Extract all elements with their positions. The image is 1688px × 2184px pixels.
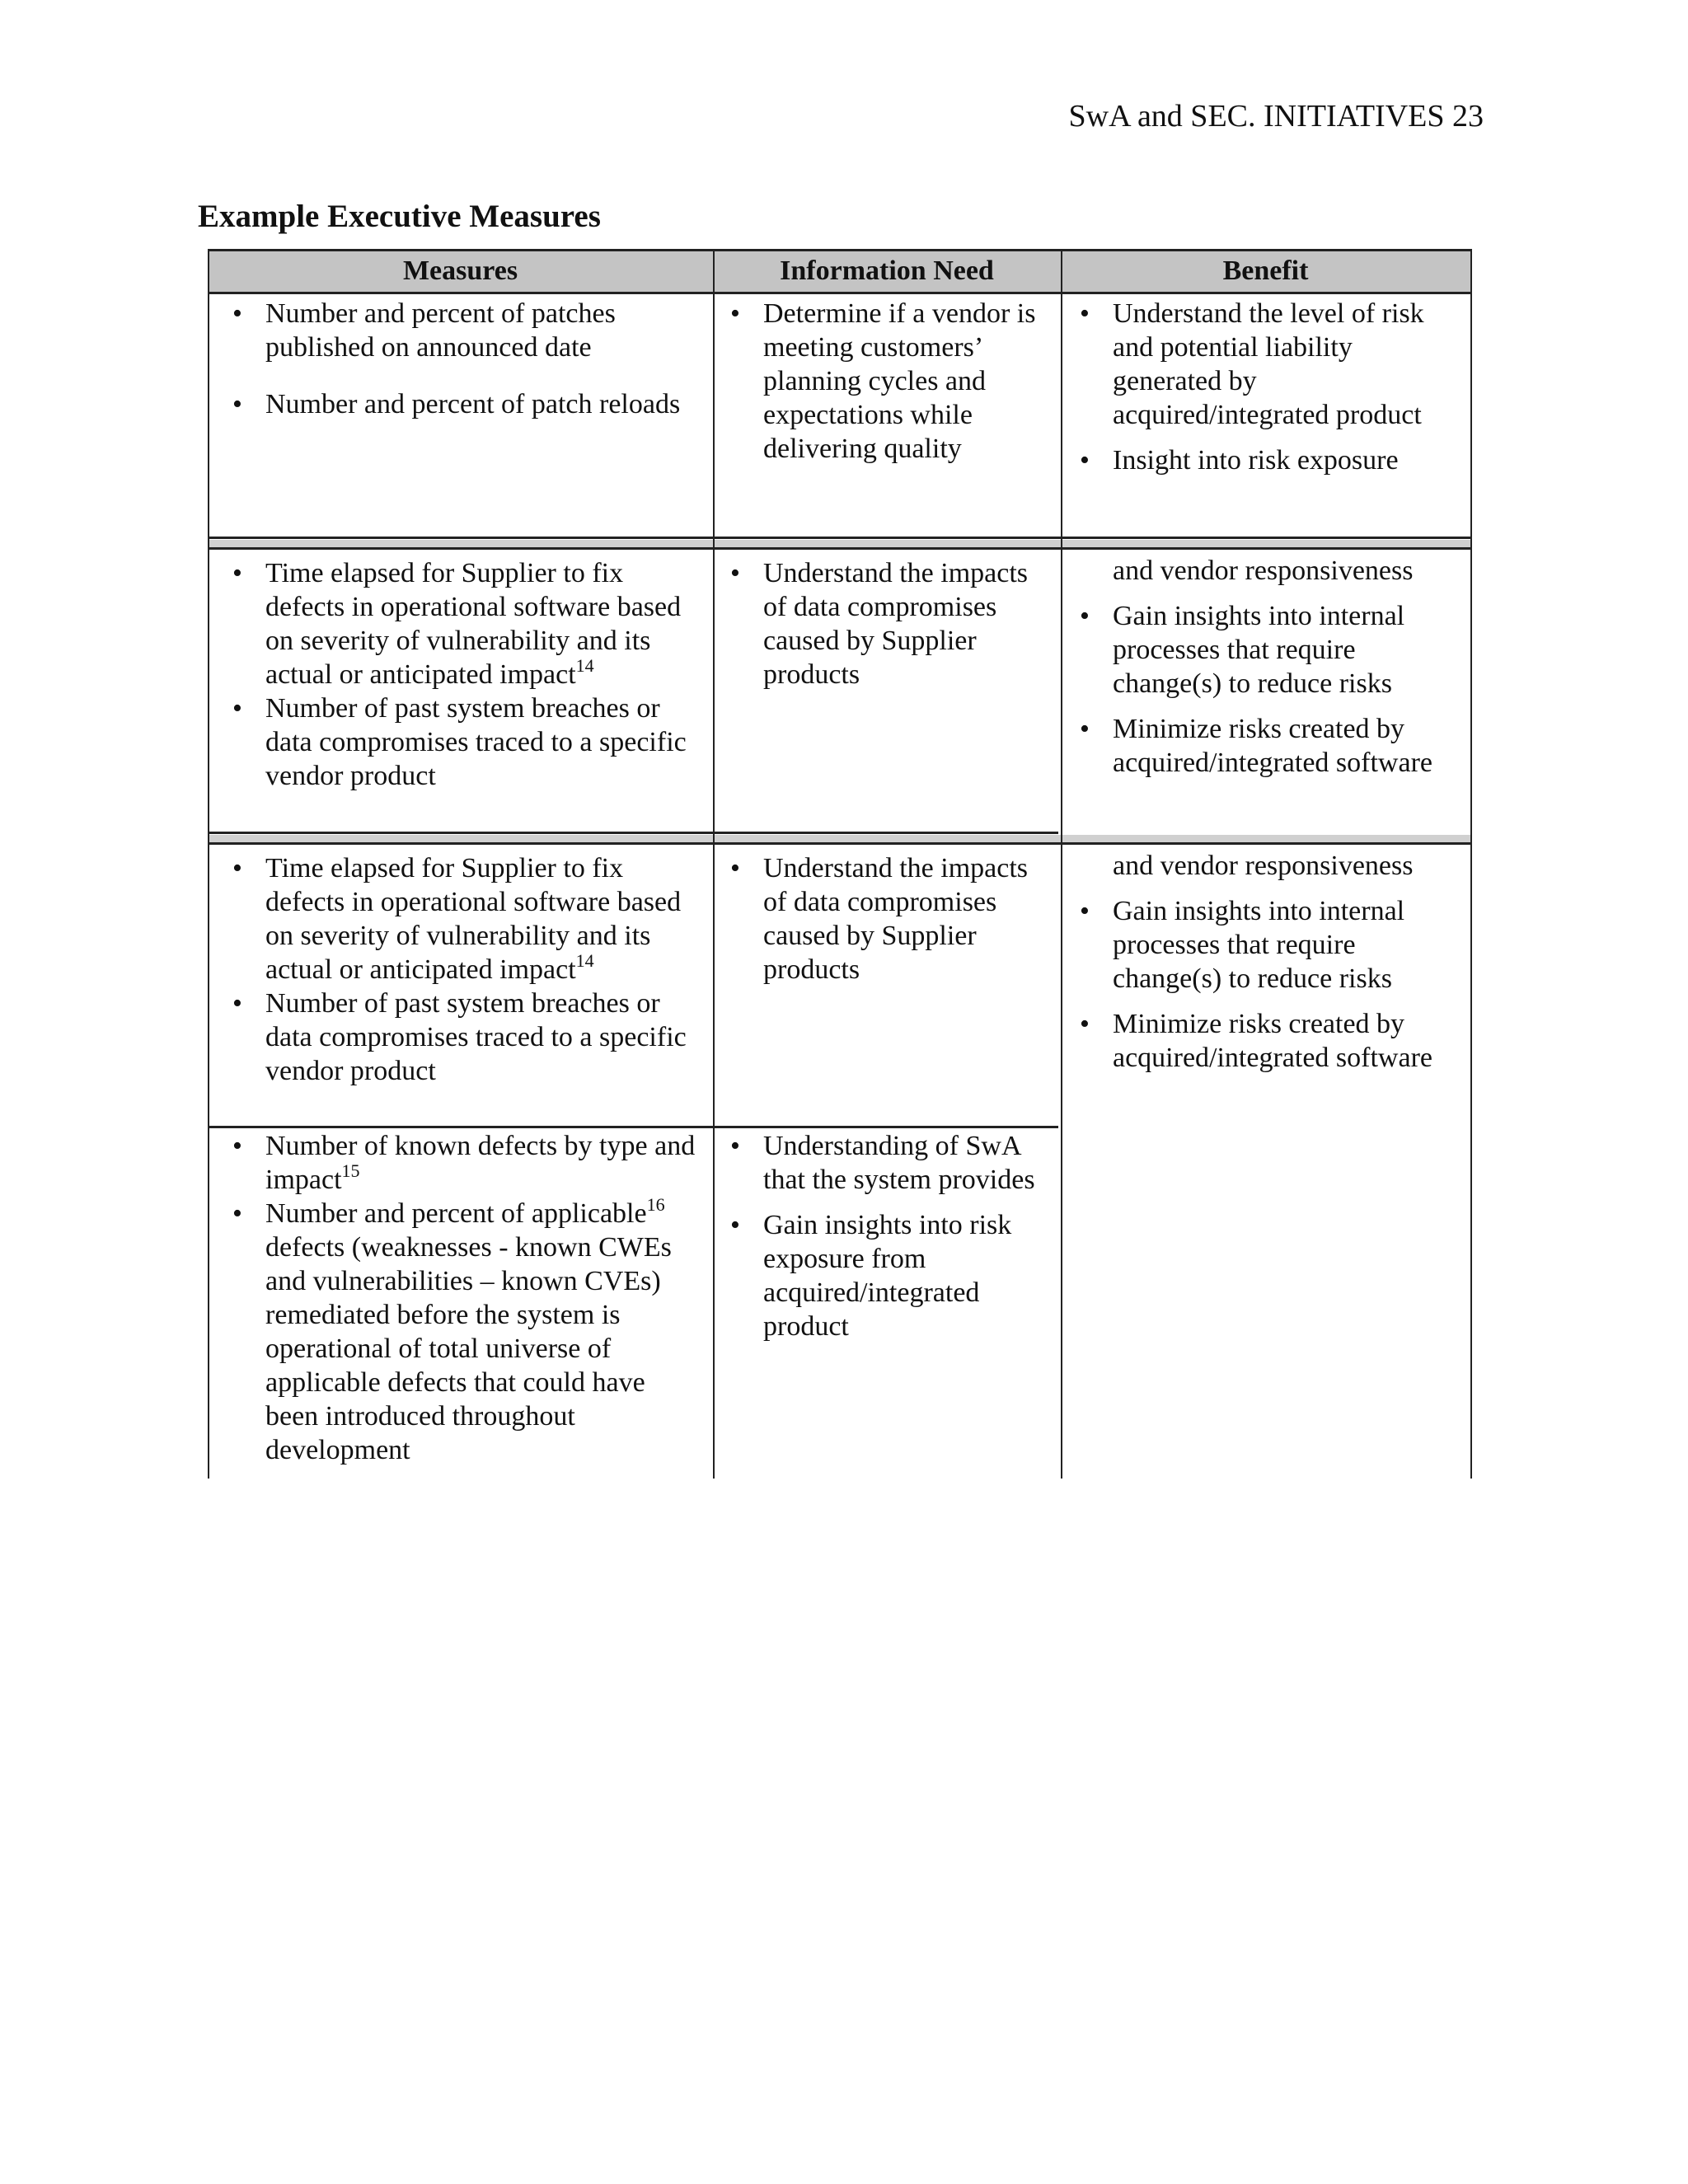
list-item: • Gain insights into internal processes that require change(s) to reduce risks [1078, 894, 1465, 996]
list-item: • Understand the impacts of data compromises caused by Supplier products [729, 851, 1050, 987]
list-item: • Minimize risks created by acquired/integrated software [1078, 712, 1465, 780]
row3-information-need [729, 851, 1050, 987]
table-rule [208, 832, 1058, 834]
row1-information-need [729, 297, 1050, 466]
table-rule [208, 1126, 1058, 1128]
list-item: • Number of past system breaches or data compromises traced to a specific vendor product [231, 987, 701, 1088]
list-item: • Number and percent of patches published on announced date [231, 297, 692, 364]
list-item: • Number of past system breaches or data compromises traced to a specific vendor product [231, 691, 701, 793]
row4-measures [231, 1129, 701, 1467]
table-rule [208, 249, 209, 1479]
table-rule [208, 537, 1472, 539]
list-item: • Time elapsed for Supplier to fix defects in operational software based on severity of vulnerability and its actual or anticipated impact$^{14}$ [231, 556, 701, 691]
table-rule [713, 249, 715, 1479]
list-item: • Time elapsed for Supplier to fix defects in operational software based on severity of vulnerability and its actual or anticipated impact$^{14}$ [231, 851, 701, 987]
list-item: • Understand the impacts of data compromises caused by Supplier products [729, 556, 1050, 691]
table-rule [208, 842, 1472, 845]
footnote-ref: 15 [341, 1160, 360, 1181]
table-rule [1470, 249, 1472, 1479]
list-item: • Gain insights into internal processes that require change(s) to reduce risks [1078, 599, 1465, 701]
list-item: • Minimize risks created by acquired/integrated software [1078, 1007, 1465, 1075]
continued-text: and vendor responsiveness [1113, 555, 1414, 586]
footnote-ref: 14 [575, 950, 594, 971]
list-item: • Understanding of SwA that the system provides [729, 1129, 1050, 1197]
running-head: SwA and SEC. INITIATIVES 23 [1068, 99, 1484, 134]
row3-measures [231, 851, 701, 1088]
row1-measures [231, 297, 692, 421]
column-header-information-need: Information Need [780, 255, 994, 286]
row1-benefit [1078, 297, 1465, 477]
table-rule [1061, 249, 1062, 1479]
list-item: • Determine if a vendor is meeting customers’ planning cycles and expectations while delivering quality [729, 297, 1050, 466]
section-title: Example Executive Measures [198, 199, 601, 234]
row2-measures [231, 556, 701, 793]
list-item: • Insight into risk exposure [1078, 443, 1465, 477]
row4-information-need [729, 1129, 1050, 1343]
continued-text: and vendor responsiveness [1113, 851, 1414, 881]
column-header-measures: Measures [402, 255, 518, 286]
list-item: • Number and percent of patch reloads [231, 387, 692, 421]
table-rule [208, 547, 1472, 550]
list-item: • Number of known defects by type and impact$^{15}$ [231, 1129, 701, 1197]
footnote-ref: 16 [646, 1194, 665, 1215]
row3-benefit [1078, 849, 1465, 1075]
column-header-benefit: Benefit [1222, 255, 1309, 286]
list-item: • Understand the level of risk and potential liability generated by acquired/integrated product [1078, 297, 1465, 432]
row2-benefit [1078, 554, 1465, 780]
row2-information-need [729, 556, 1050, 691]
list-item: • Number and percent of applicable$^{16}$ defects (weaknesses - known CWEs and vulnerabilities – known CVEs) remediated before the system is operational of total universe of applicable defects that could have been introduced throughout development [231, 1197, 701, 1467]
footnote-ref: 14 [575, 655, 594, 676]
list-item: • Gain insights into risk exposure from acquired/integrated product [729, 1208, 1050, 1343]
